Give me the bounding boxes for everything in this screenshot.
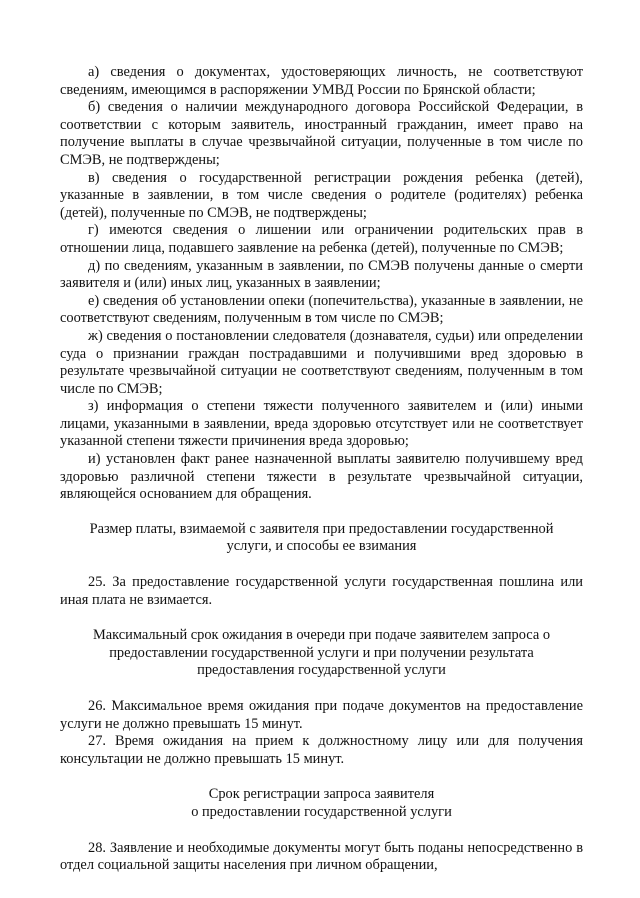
document-body <box>60 64 583 875</box>
list-item-i: и) установлен факт ранее назначенной выплаты заявителю получившему вред здоровью различной степени тяжести в результате чрезвычайной ситуации, являющейся основанием для обращения. <box>60 451 583 503</box>
list-item-g: г) имеются сведения о лишении или ограничении родительских прав в отношении лица, подавшего заявление на ребенка (детей), полученные по СМЭВ; <box>60 222 583 256</box>
paragraph-26: 26. Максимальное время ожидания при подаче документов на предоставление услуги не должно превышать 15 минут. <box>60 698 583 732</box>
paragraph-25: 25. За предоставление государственной услуги государственная пошлина или иная плата не взимается. <box>60 574 583 608</box>
list-item-b: б) сведения о наличии международного договора Российской Федерации, в соответствии с которым заявитель, иностранный гражданин, имеет право на получение выплаты в случае чрезвычайной ситуации, полученные в том числе по СМЭВ, не подтверждены; <box>60 99 583 168</box>
list-item-v: в) сведения о государственной регистрации рождения ребенка (детей), указанные в заявлении, в том числе сведения о родителе (родителях) ребенка (детей), полученные по СМЭВ, не подтверждены; <box>60 169 583 221</box>
section-heading-queue <box>60 627 583 680</box>
heading-line: предоставлении государственной услуги и при получении результата <box>109 644 534 661</box>
heading-line: о предоставлении государственной услуги <box>191 803 452 820</box>
paragraph-28: 28. Заявление и необходимые документы могут быть поданы непосредственно в отдел социальной защиты населения при личном обращении, <box>60 839 583 874</box>
heading-line: Срок регистрации запроса заявителя <box>208 786 435 803</box>
list-item-a: а) сведения о документах, удостоверяющих личность, не соответствуют сведениям, имеющимся в распоряжении УМВД России по Брянской области; <box>60 64 583 98</box>
section-heading-registration <box>60 786 583 821</box>
heading-line: услуги, и способы ее взимания <box>226 538 417 555</box>
list-item-d: д) по сведениям, указанным в заявлении, по СМЭВ получены данные о смерти заявителя и (или) иных лиц, указанных в заявлении; <box>60 257 583 292</box>
section-heading-fee <box>60 521 583 556</box>
heading-line: предоставления государственной услуги <box>197 662 446 679</box>
list-grounds <box>60 64 583 504</box>
heading-line: Размер платы, взимаемой с заявителя при предоставлении государственной <box>89 520 554 537</box>
list-item-z: з) информация о степени тяжести полученного заявителем и (или) иными лицами, указанными в заявлении, вреда здоровью отсутствует или не соответствует указанной степени тяжести причинения вреда здоровью; <box>60 398 583 450</box>
list-item-e: е) сведения об установлении опеки (попечительства), указанные в заявлении, не соответствуют сведениям, полученным в том числе по СМЭВ; <box>60 292 583 327</box>
paragraph-27: 27. Время ожидания на прием к должностному лицу или для получения консультации не должно превышать 15 минут. <box>60 733 583 767</box>
heading-line: Максимальный срок ожидания в очереди при подаче заявителем запроса о <box>92 627 551 644</box>
list-item-zh: ж) сведения о постановлении следователя (дознавателя, судьи) или определении суда о признании граждан пострадавшими и получившими вред здоровью в результате чрезвычайной ситуации не соответствуют сведениям, полученным в том числе по СМЭВ; <box>60 327 583 397</box>
